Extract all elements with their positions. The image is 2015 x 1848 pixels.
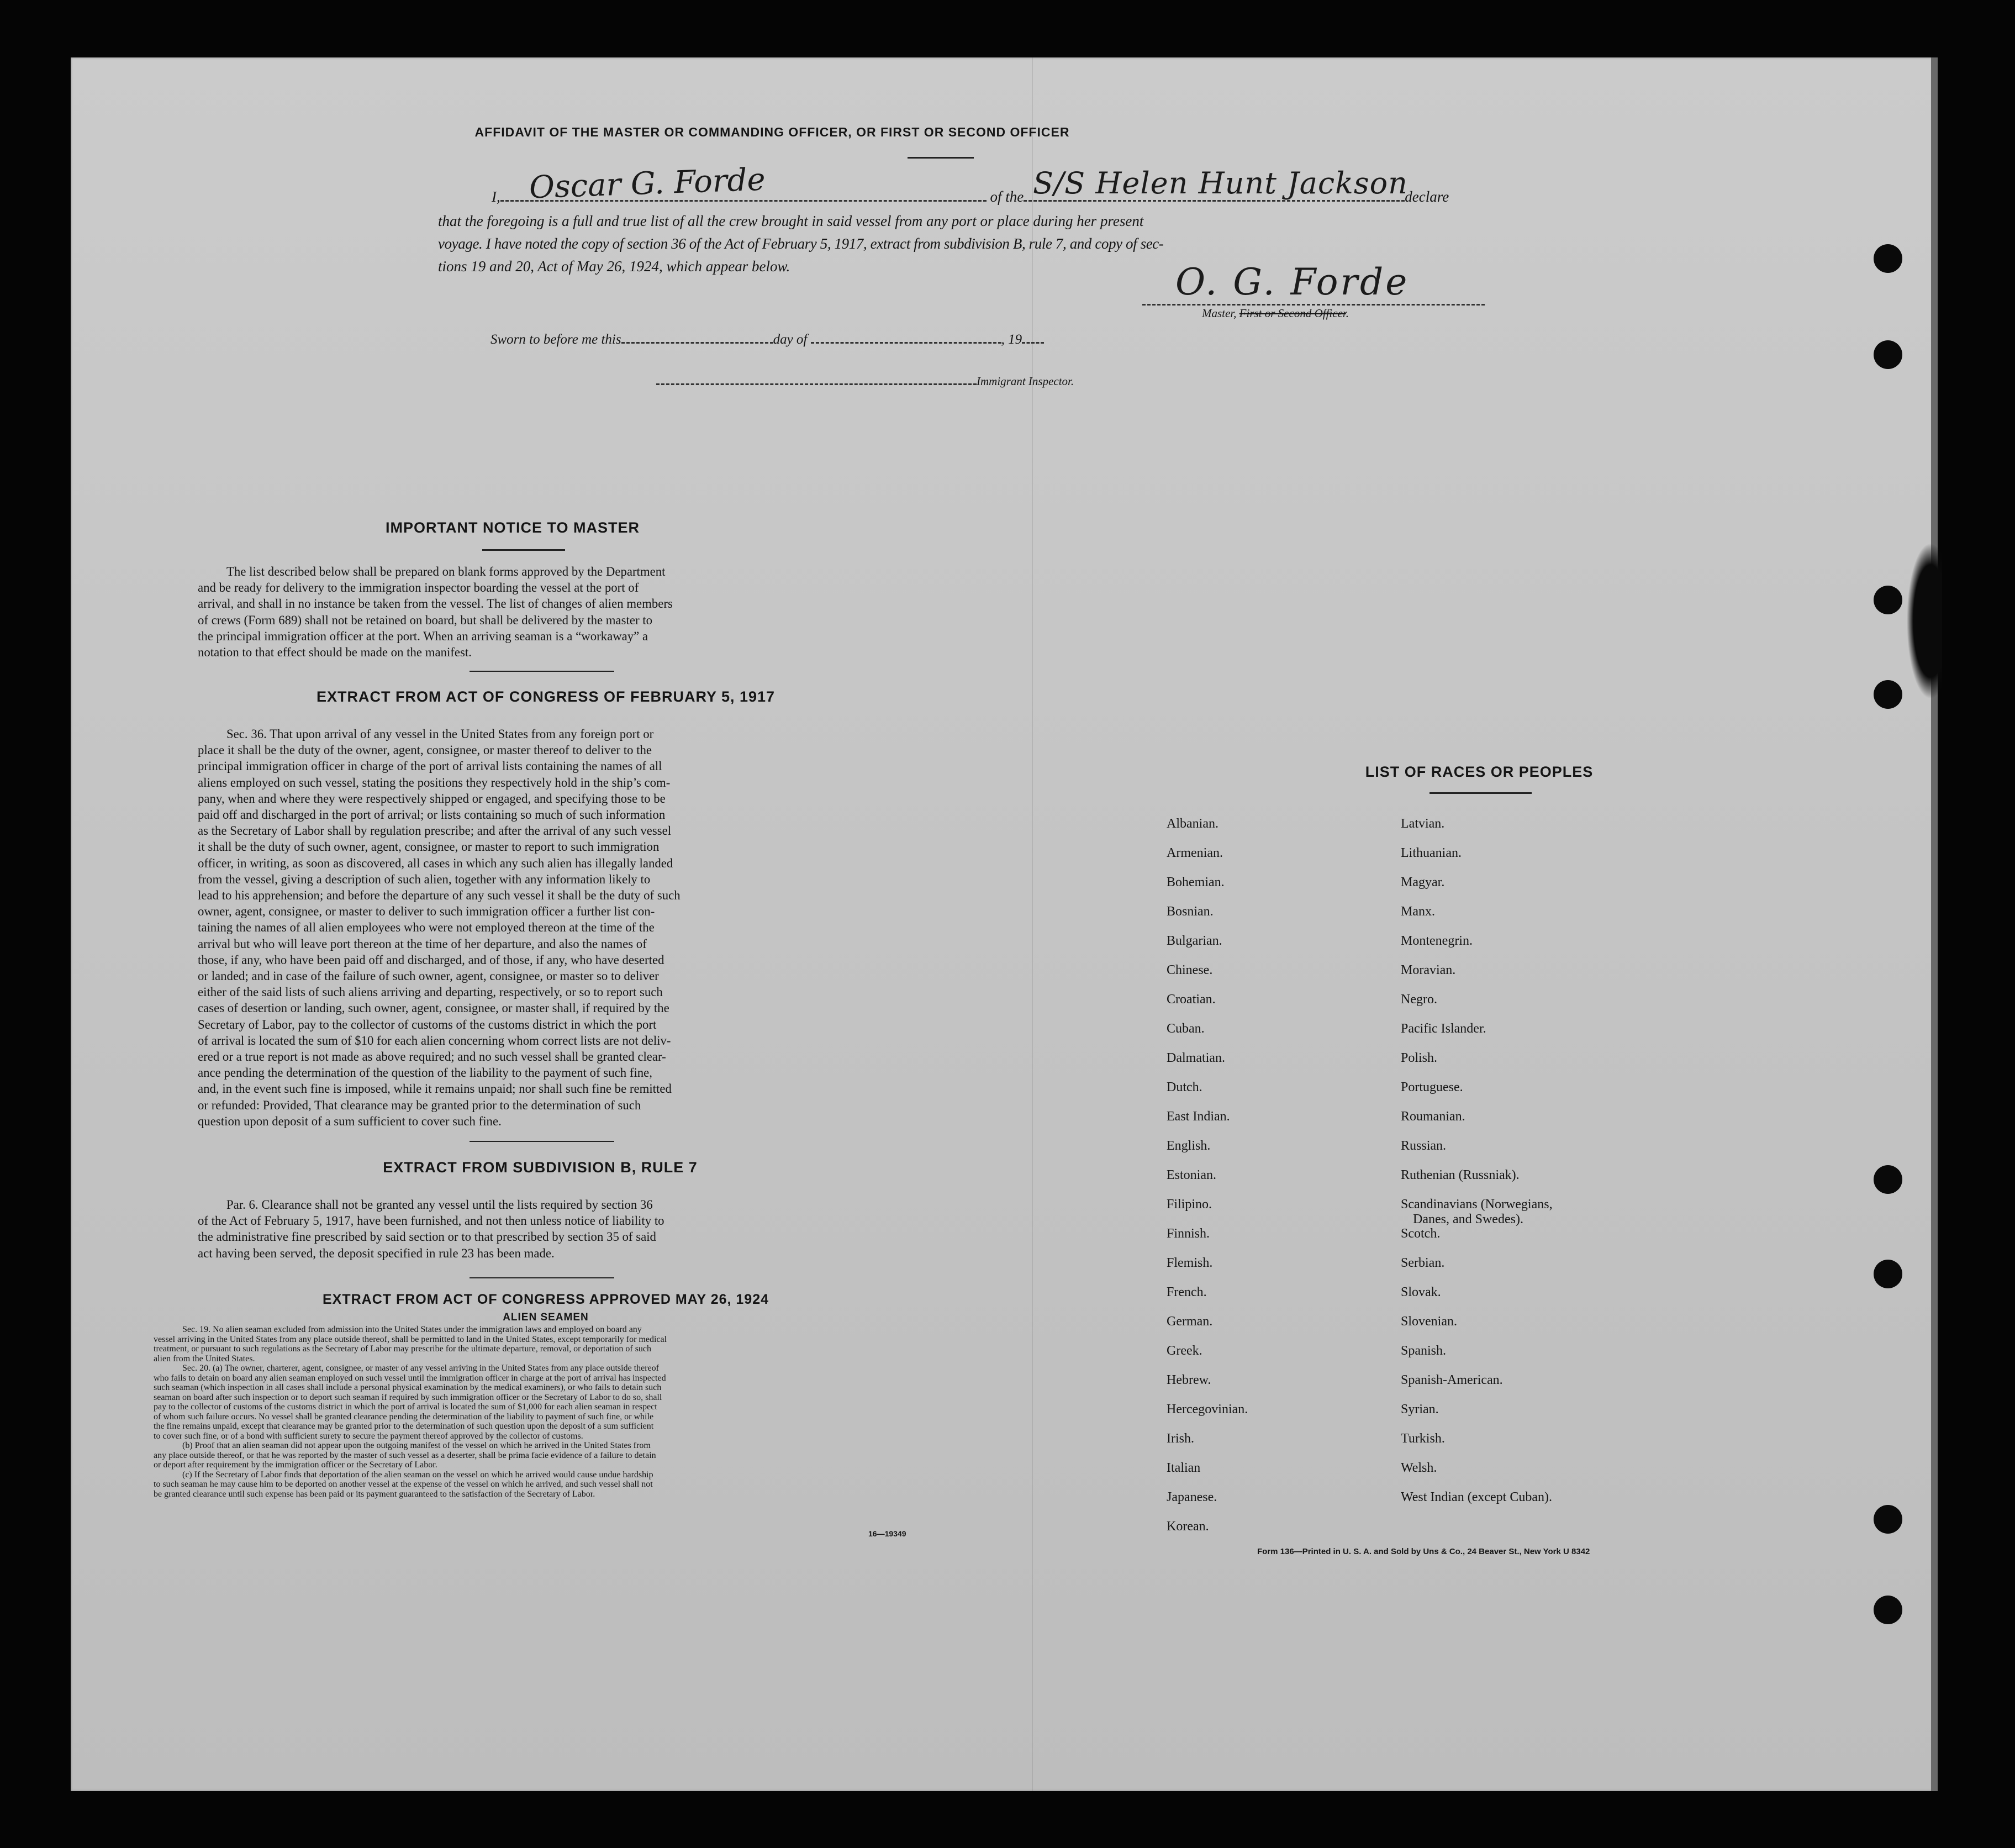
affidavit-line-2: that the foregoing is a full and true list of all the crew brought in said vessel from any port or place during her present (438, 213, 1144, 229)
race-item: English. (1167, 1139, 1211, 1153)
race-item: Turkish. (1401, 1431, 1445, 1446)
race-item: Manx. (1401, 904, 1435, 919)
race-item: Irish. (1167, 1431, 1194, 1446)
race-item: Danes, and Swedes). (1413, 1212, 1523, 1226)
race-item: Scandinavians (Norwegians, (1401, 1197, 1553, 1212)
race-item: Ruthenian (Russniak). (1401, 1168, 1520, 1182)
printer-footer: Form 136—Printed in U. S. A. and Sold by Uns & Co., 24 Beaver St., New York U 8342 (1257, 1547, 1590, 1556)
race-item: Flemish. (1167, 1256, 1213, 1270)
race-item: Hercegovinian. (1167, 1402, 1248, 1417)
divider (1430, 792, 1532, 794)
race-item: Dalmatian. (1167, 1051, 1225, 1065)
race-item: Filipino. (1167, 1197, 1212, 1212)
race-item: French. (1167, 1285, 1207, 1299)
signature: O. G. Forde (1175, 261, 1410, 303)
punch-hole (1874, 680, 1902, 709)
officer-title: Master, First or Second Officer. (1202, 307, 1349, 320)
race-item: Montenegrin. (1401, 934, 1473, 948)
inspector-line (656, 370, 1209, 393)
race-item: West Indian (except Cuban). (1401, 1490, 1552, 1504)
race-item: Cuban. (1167, 1022, 1205, 1036)
race-item: Chinese. (1167, 963, 1213, 977)
race-item: Hebrew. (1167, 1373, 1211, 1387)
signature-blank (1142, 304, 1485, 306)
punch-hole (1874, 1505, 1902, 1534)
punch-hole (1874, 1165, 1902, 1194)
race-item: Estonian. (1167, 1168, 1216, 1182)
divider (470, 671, 614, 672)
handwritten-name: Oscar G. Forde (528, 161, 766, 206)
race-item: Spanish-American. (1401, 1373, 1503, 1387)
race-item: Scotch. (1401, 1226, 1441, 1241)
race-item: East Indian. (1167, 1109, 1230, 1124)
race-item: Albanian. (1167, 817, 1219, 831)
race-item: Greek. (1167, 1344, 1202, 1358)
sworn-text: Sworn to before me this (490, 332, 621, 347)
race-item: Armenian. (1167, 846, 1223, 860)
rule7-body: Par. 6. Clearance shall not be granted any vessel until the lists required by section 36 of the Act of February 5, 1917, have been furnished, and not then unless notice of liability to the administrative fine prescribed by said section or to that prescribed by section 35 of said act having been served, the deposit specified in rule 23 has been made. (198, 1198, 664, 1260)
notice-body: The list described below shall be prepared on blank forms approved by the Department and be ready for delivery to the immigration inspector boarding the vessel at the port of arrival, and shall in no instance be taken from the vessel. The list of changes of alien members of crews (Form 689) shall not be retained on board, but shall be delivered by the master to the principal immigration officer at the port. When an arriving seaman is a “workaway” a notation to that effect should be made on the manifest. (198, 565, 673, 660)
race-item: Bosnian. (1167, 904, 1214, 919)
race-item: Portuguese. (1401, 1080, 1463, 1094)
month-blank (811, 342, 1001, 344)
race-item: Negro. (1401, 992, 1437, 1007)
race-item: Japanese. (1167, 1490, 1217, 1504)
race-item: Slovenian. (1401, 1314, 1457, 1329)
race-item: Magyar. (1401, 875, 1445, 889)
extract-1924-body: Sec. 19. No alien seaman excluded from admission into the United States under the immigration laws and employed on board any vessel arriving in the United States from any place outside thereof, shall be permitted to land in the United States, except temporarily for medical treatment, or pursuant to such regulations as the Secretary of Labor may prescribe for the ultimate departure, removal, or deportation of such alien from the United States. Sec. 20. (a) The owner, charterer, agent, consignee, or master of any vessel arriving in the United States from any place outside thereof who fails to detain on board any alien seaman employed on such vessel until the immigration officer in charge at the port of arrival has inspected such seaman (which inspection in all cases shall include a personal physical examination by the medical examiners), or who fails to detain such seaman on board after such inspection or to deport such seaman if required by such immigration officer or the Secretary of Labor to do so, shall pay to the collector of customs of the customs district in which the port of arrival is located the sum of $1,000 for each alien seaman in respect of whom such failure occurs. No vessel shall be granted clearance pending the determination of the liability to payment of such fine, or while the fine remains unpaid, except that clearance may be granted prior to the determination of such question upon the deposit of a sum sufficient to cover such fine, or of a bond with sufficient surety to secure the payment thereof approved by the collector of customs. (b) Proof that an alien seaman did not appear upon the outgoing manifest of the vessel on which he arrived in the United States from any place outside thereof, or that he was reported by the master of such vessel as a deserter, shall be prima facie evidence of a failure to detain or deport after requirement by the immigration officer or the Secretary of Labor. (c) If the Secretary of Labor finds that deportation of the alien seaman on the vessel on which he arrived would cause undue hardship to such seaman he may cause him to be deported on another vessel at the expense of the vessel on which he arrived, and such vessel shall not be granted clearance until such expense has been paid or its payment guaranteed to the satisfaction of the Secretary of Labor. (154, 1325, 667, 1499)
punch-hole (1874, 1596, 1902, 1624)
race-item: Russian. (1401, 1139, 1447, 1153)
race-item: Pacific Islander. (1401, 1022, 1486, 1036)
declare-text: declare (1405, 188, 1449, 205)
inspector-blank (656, 383, 977, 385)
race-item: Slovak. (1401, 1285, 1441, 1299)
day-blank (621, 342, 773, 344)
race-item: Bohemian. (1167, 875, 1225, 889)
race-item: Lithuanian. (1401, 846, 1462, 860)
race-item: German. (1167, 1314, 1213, 1329)
divider (470, 1277, 614, 1278)
race-item: Croatian. (1167, 992, 1216, 1007)
races-title: LIST OF RACES OR PEOPLES (1365, 764, 1594, 780)
extract-1917-body: Sec. 36. That upon arrival of any vessel in the United States from any foreign port or place it shall be the duty of the owner, agent, consignee, or master thereof to deliver to the principal immigration officer in charge of the port of arrival lists containing the names of all aliens employed on such vessel, stating the positions they respectively hold in the ship’s com- pany, when and where they were respectively shipped or engaged, and specifying those to be paid off and discharged in the port of arrival; or lists containing so much of such information as the Secretary of Labor shall by regulation prescribe; and after the arrival of any such vessel it shall be the duty of such owner, agent, consignee, or master to report to such immigration officer, in writing, as soon as discovered, all cases in which any such alien has illegally landed from the vessel, giving a description of such alien, together with any information likely to lead to his apprehension; and before the departure of any such vessel it shall be the duty of such owner, agent, consignee, or master to deliver to such immigration officer a further list con- taining the names of all alien employees who were not employed thereon at the time of the arrival but who will leave port thereon at the time of her departure, and also the names of those, if any, who have been paid off and discharged, and of those, if any, who have deserted or landed; and in case of the failure of such owner, agent, consignee, or master so to deliver either of the said lists of such aliens arriving and departing, respectively, or so to report such cases of desertion or landing, such owner, agent, consignee, or master shall, if required by the Secretary of Labor, pay to the collector of customs of the customs district in which the port of arrival is located the sum of $10 for each alien concerning whom correct lists are not deliv- ered or a true report is not made as above required; and no such vessel shall be granted clear- ance pending the determination of the question of the liability to the payment of such fine, and, in the event such fine is imposed, while it remains unpaid; nor shall such fine be remitted or refunded: Provided, That clearance may be granted prior to the determination of such question upon deposit of a sum sufficient to cover such fine. (198, 727, 681, 1128)
punch-hole (1874, 244, 1902, 273)
divider (470, 1141, 614, 1142)
punch-hole (1874, 586, 1902, 614)
race-item: Italian (1167, 1461, 1201, 1475)
divider (482, 549, 565, 551)
race-item: Serbian. (1401, 1256, 1445, 1270)
paper-tear (1903, 533, 1942, 709)
day-of-text: day of (773, 332, 808, 347)
rule7-title: EXTRACT FROM SUBDIVISION B, RULE 7 (383, 1159, 698, 1176)
punch-hole (1874, 340, 1902, 369)
intro-text: I, (492, 188, 500, 205)
handwritten-vessel: S/S Helen Hunt Jackson (1033, 166, 1408, 201)
of-the-text: of the (990, 188, 1024, 205)
paper-fold (1032, 57, 1033, 1791)
sworn-line (490, 328, 1264, 351)
affidavit-line-3: voyage. I have noted the copy of section 36 of the Act of February 5, 1917, extract from subdivision B, rule 7, and copy of sec- (438, 235, 1164, 252)
divider (908, 157, 974, 159)
race-item: Moravian. (1401, 963, 1456, 977)
affidavit-line-4: tions 19 and 20, Act of May 26, 1924, which appear below. (438, 258, 790, 275)
year-blank (1022, 342, 1044, 344)
race-item: Spanish. (1401, 1344, 1447, 1358)
form-code: 16—19349 (868, 1529, 906, 1538)
race-item: Roumanian. (1401, 1109, 1465, 1124)
affidavit-title: AFFIDAVIT OF THE MASTER OR COMMANDING OFFICER, OR FIRST OR SECOND OFFICER (474, 125, 1070, 139)
year-text: , 19 (1001, 332, 1022, 347)
race-item: Welsh. (1401, 1461, 1437, 1475)
paper-edge (1931, 57, 1938, 1791)
race-item: Polish. (1401, 1051, 1438, 1065)
race-item: Latvian. (1401, 817, 1445, 831)
race-item: Korean. (1167, 1519, 1209, 1534)
document-sheet (71, 57, 1938, 1791)
inspector-label: Immigrant Inspector. (977, 375, 1074, 388)
extract-1924-title: EXTRACT FROM ACT OF CONGRESS APPROVED MAY 26, 1924 (322, 1292, 769, 1307)
alien-seamen-subtitle: ALIEN SEAMEN (503, 1312, 589, 1323)
race-item: Bulgarian. (1167, 934, 1222, 948)
struck-officer-label: First or Second Officer (1239, 307, 1346, 320)
notice-title: IMPORTANT NOTICE TO MASTER (386, 519, 640, 536)
race-item: Finnish. (1167, 1226, 1210, 1241)
extract-1917-title: EXTRACT FROM ACT OF CONGRESS OF FEBRUARY 5, 1917 (316, 688, 776, 705)
master-label: Master, (1202, 307, 1237, 320)
race-item: Dutch. (1167, 1080, 1202, 1094)
punch-hole (1874, 1260, 1902, 1288)
race-item: Syrian. (1401, 1402, 1439, 1417)
